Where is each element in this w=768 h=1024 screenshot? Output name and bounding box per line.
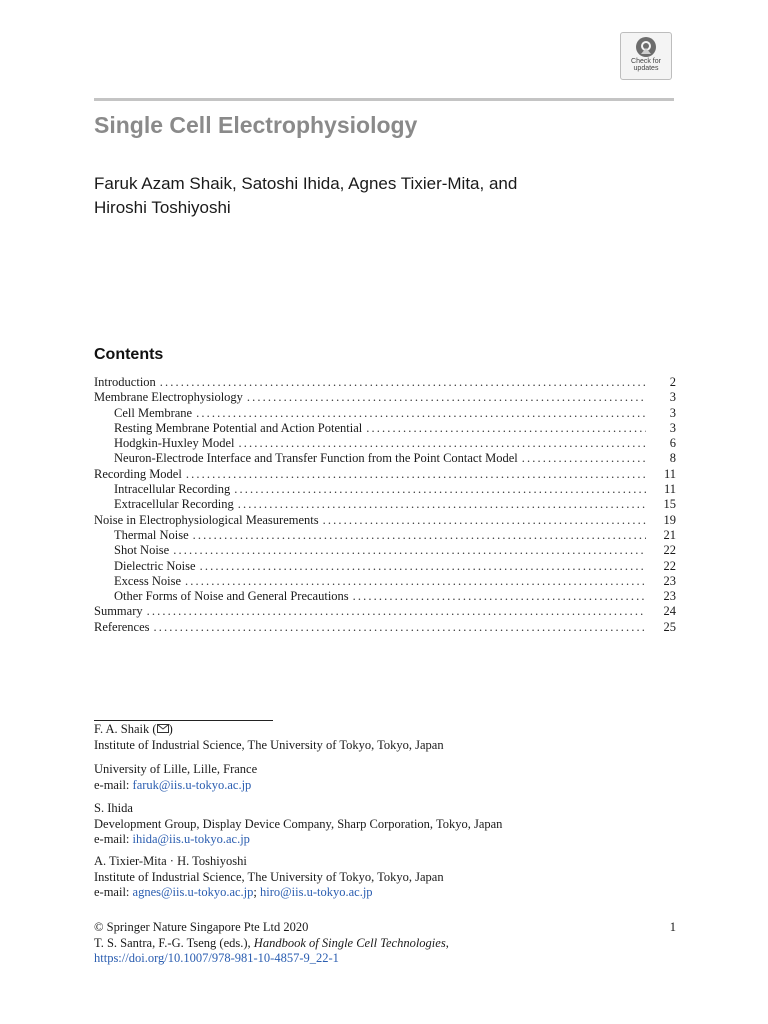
toc-entry-title: Extracellular Recording	[114, 497, 234, 512]
toc-leader-dots	[186, 467, 646, 482]
toc-subentry[interactable]	[94, 436, 676, 451]
toc-entry-title: Hodgkin-Huxley Model	[114, 436, 235, 451]
toc-subentry[interactable]	[94, 543, 676, 558]
toc-entry-page: 3	[669, 405, 676, 420]
affiliation: Institute of Industrial Science, The University of Tokyo, Tokyo, Japan	[94, 869, 444, 884]
toc-entry-page: 6	[669, 436, 676, 451]
email-link[interactable]: agnes@iis.u-tokyo.ac.jp	[132, 885, 254, 899]
toc-entry-title: Membrane Electrophysiology	[94, 390, 243, 405]
toc-entry-title: Introduction	[94, 375, 156, 389]
chapter-title: Single Cell Electrophysiology	[94, 112, 418, 138]
toc-entry-title: Intracellular Recording	[114, 482, 231, 497]
toc-leader-dots	[154, 620, 646, 635]
toc-subentry[interactable]	[94, 528, 676, 543]
toc-subentry[interactable]	[94, 406, 676, 421]
toc-entry-page: 2	[669, 375, 676, 389]
toc-leader-dots	[234, 482, 646, 497]
footnote-tixier-toshiyoshi	[94, 854, 654, 901]
email-prefix: e-mail:	[94, 777, 133, 792]
toc-entry-page: 25	[663, 619, 676, 634]
author-line-2: Hiroshi Toshiyoshi	[94, 198, 231, 217]
toc-entry-title: Excess Noise	[114, 573, 181, 588]
toc-leader-dots	[185, 574, 646, 589]
toc-subentry[interactable]	[94, 574, 676, 589]
toc-entry-title: Noise in Electrophysiological Measurements	[94, 512, 319, 527]
citation-suffix: ,	[445, 935, 449, 950]
toc-subentry[interactable]	[94, 451, 676, 466]
page-number: 1	[669, 920, 676, 934]
email-link[interactable]: hiro@iis.u-tokyo.ac.jp	[260, 885, 373, 899]
toc-leader-dots	[522, 451, 646, 466]
toc-entry-page: 8	[669, 451, 676, 466]
author-line-1: Faruk Azam Shaik, Satoshi Ihida, Agnes Tixier-Mita, and	[94, 174, 518, 193]
toc-entry-page: 23	[663, 589, 676, 604]
toc-leader-dots	[238, 497, 646, 512]
toc-entry-page: 3	[669, 420, 676, 435]
email-link[interactable]: faruk@iis.u-tokyo.ac.jp	[132, 777, 252, 792]
contents-heading: Contents	[94, 346, 164, 363]
envelope-icon	[157, 724, 169, 733]
toc-entry-page: 11	[663, 466, 676, 481]
crossmark-icon	[635, 36, 657, 58]
toc-entry[interactable]	[94, 375, 676, 390]
footnote-shaik-2	[94, 762, 654, 793]
footnote-ihida	[94, 801, 654, 848]
top-rule	[94, 98, 674, 101]
toc-entry-title: Neuron-Electrode Interface and Transfer Function from the Point Contact Model	[114, 451, 518, 466]
toc-entry-title: Dielectric Noise	[114, 558, 196, 573]
toc-entry-page: 3	[669, 390, 676, 405]
toc-subentry[interactable]	[94, 482, 676, 497]
toc-entry-title: Cell Membrane	[114, 405, 193, 420]
toc-entry-title: References	[94, 619, 150, 634]
author-name: S. Ihida	[94, 801, 133, 815]
toc-entry-page: 21	[663, 527, 676, 542]
toc-entry-page: 11	[663, 482, 676, 497]
toc-leader-dots	[196, 406, 646, 421]
author-list	[94, 172, 614, 220]
toc-leader-dots	[247, 390, 646, 405]
toc-entry-page: 22	[663, 543, 676, 558]
toc-leader-dots	[173, 543, 646, 558]
toc-entry-page: 15	[663, 497, 676, 512]
badge-line2: updates	[633, 65, 659, 72]
doi-link[interactable]: https://doi.org/10.1007/978-981-10-4857-9_22-1	[94, 951, 339, 965]
copyright-line: © Springer Nature Singapore Pte Ltd 2020	[94, 920, 309, 934]
citation-editors: T. S. Santra, F.-G. Tseng (eds.),	[94, 935, 254, 950]
email-prefix: e-mail:	[94, 885, 133, 899]
toc-entry[interactable]	[94, 604, 676, 619]
footnote-rule	[94, 720, 273, 721]
toc-subentry[interactable]	[94, 559, 676, 574]
table-of-contents	[94, 375, 676, 635]
affiliation: University of Lille, Lille, France	[94, 762, 258, 776]
toc-entry-title: Other Forms of Noise and General Precautions	[114, 589, 349, 604]
toc-leader-dots	[353, 589, 646, 604]
email-link[interactable]: ihida@iis.u-tokyo.ac.jp	[132, 832, 250, 846]
toc-entry[interactable]	[94, 390, 676, 405]
toc-leader-dots	[323, 513, 646, 528]
check-for-updates-badge[interactable]	[620, 32, 672, 80]
toc-entry-title: Shot Noise	[114, 543, 170, 558]
email-line	[94, 832, 654, 848]
footnote-author-line	[94, 722, 654, 738]
email-separator: ;	[253, 885, 261, 899]
toc-entry[interactable]	[94, 467, 676, 482]
email-prefix: e-mail:	[94, 832, 133, 846]
toc-entry-page: 23	[663, 573, 676, 588]
toc-leader-dots	[160, 375, 646, 390]
author-name: A. Tixier-Mita · H. Toshiyoshi	[94, 854, 247, 868]
toc-subentry[interactable]	[94, 497, 676, 512]
toc-entry[interactable]	[94, 620, 676, 635]
email-line	[94, 778, 654, 794]
toc-entry-title: Summary	[94, 604, 143, 619]
footnote-shaik	[94, 722, 654, 753]
toc-entry-page: 24	[663, 604, 676, 619]
badge-line1: Check for	[631, 58, 661, 65]
toc-leader-dots	[147, 604, 646, 619]
toc-entry-page: 22	[663, 558, 676, 573]
toc-entry-title: Thermal Noise	[114, 527, 189, 542]
toc-entry-title: Recording Model	[94, 466, 182, 481]
toc-entry-page: 19	[663, 512, 676, 527]
citation-line	[94, 936, 449, 952]
toc-leader-dots	[193, 528, 646, 543]
toc-entry-title: Resting Membrane Potential and Action Potential	[114, 420, 363, 435]
email-line	[94, 885, 654, 901]
affiliation: Institute of Industrial Science, The University of Tokyo, Tokyo, Japan	[94, 737, 444, 752]
book-title: Handbook of Single Cell Technologies	[253, 935, 446, 950]
toc-leader-dots	[238, 436, 646, 451]
affiliation: Development Group, Display Device Company, Sharp Corporation, Tokyo, Japan	[94, 816, 503, 831]
toc-leader-dots	[366, 421, 646, 436]
toc-subentry[interactable]	[94, 421, 676, 436]
toc-entry[interactable]	[94, 513, 676, 528]
toc-leader-dots	[200, 559, 646, 574]
author-name: F. A. Shaik (	[94, 722, 157, 736]
toc-subentry[interactable]	[94, 589, 676, 604]
author-name-close: )	[168, 722, 173, 736]
copyright-block	[94, 920, 449, 967]
